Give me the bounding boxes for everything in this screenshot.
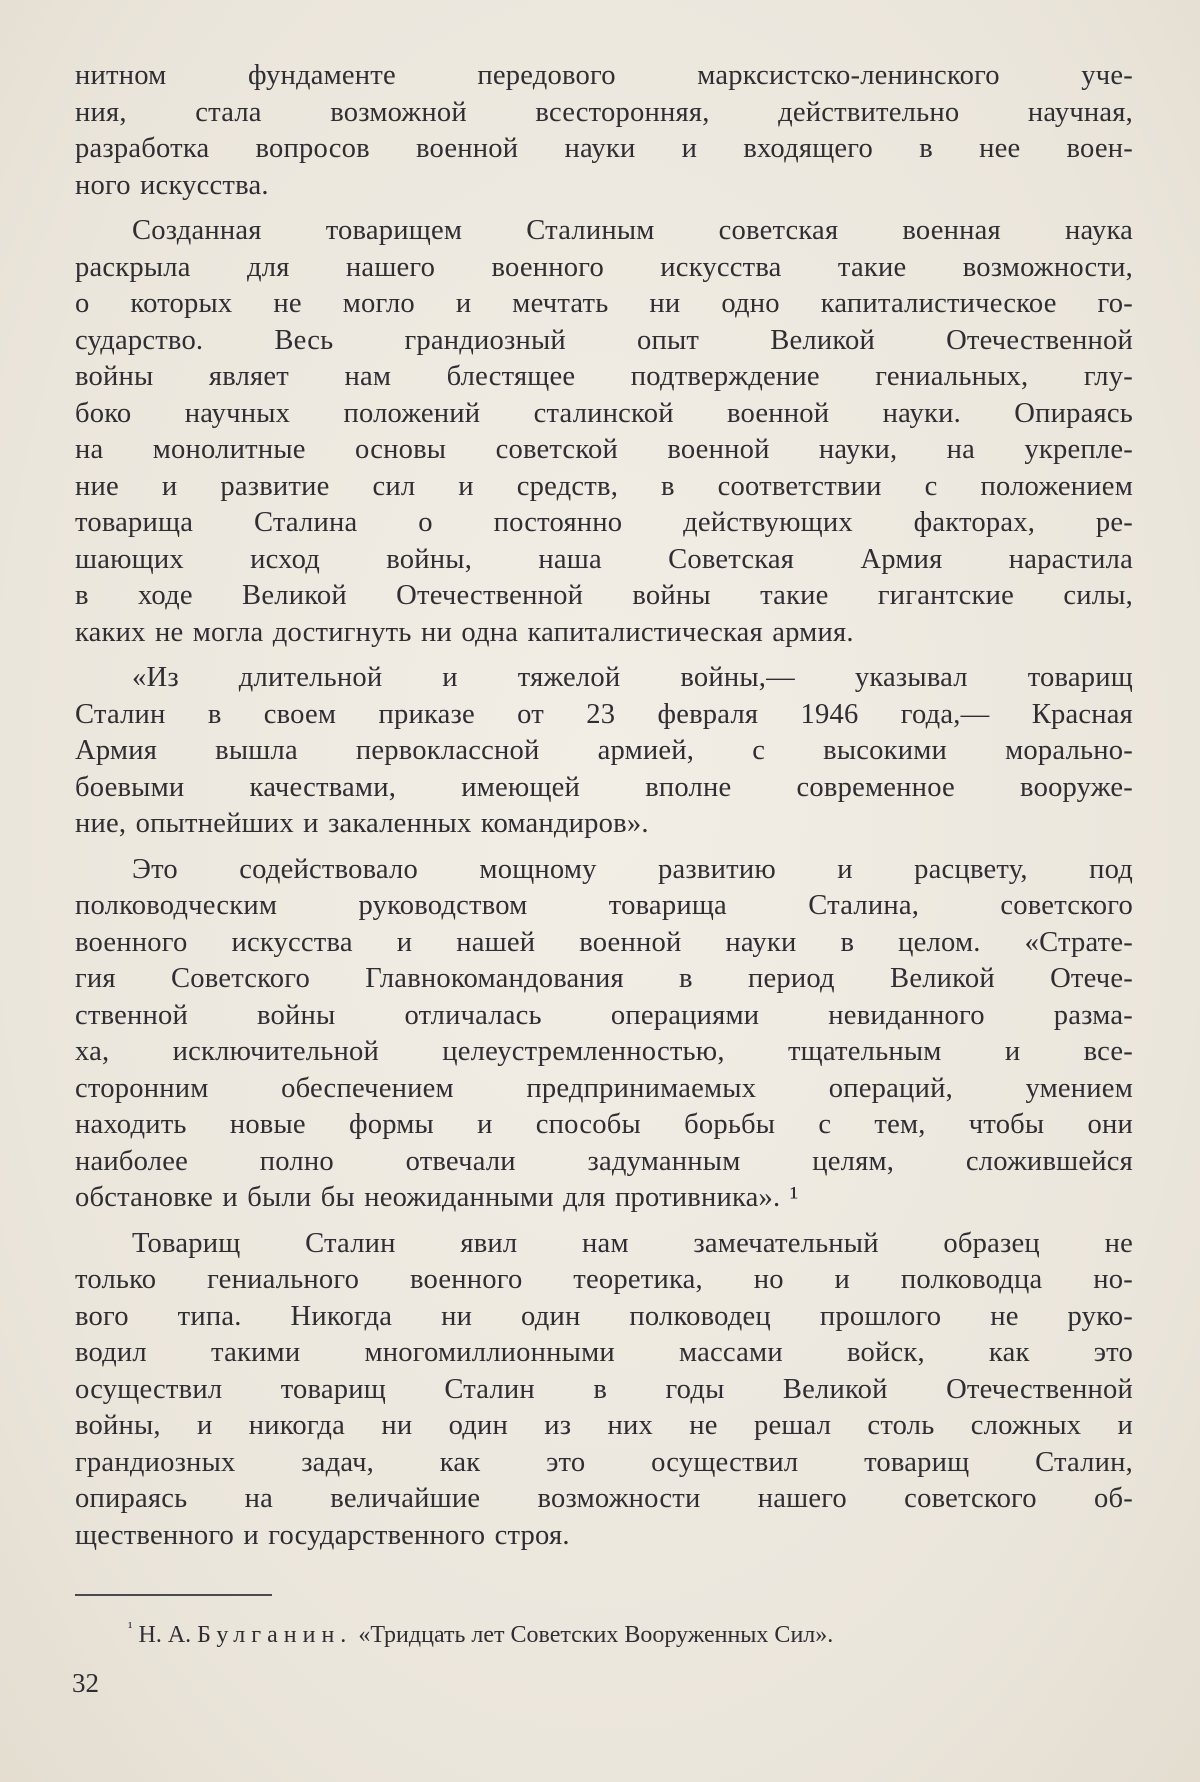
- text-line: наиболее полно отвечали задуманным целям, сложившейся: [75, 1145, 1133, 1177]
- text-line: боко научных положений сталинской военной науки. Опираясь: [75, 397, 1133, 429]
- paragraph: [75, 58, 1133, 204]
- footnote-initials: Н. А.: [138, 1622, 192, 1648]
- text-line: о которых не могло и мечтать ни одно капиталистическое го-: [75, 288, 1133, 319]
- text-line: в ходе Великой Отечественной войны такие гигантские силы,: [75, 580, 1133, 611]
- text-line: разработка вопросов военной науки и входящего в нее воен-: [75, 133, 1133, 164]
- paragraph: [75, 213, 1133, 651]
- body-text: [75, 58, 1133, 1563]
- footnote-title: «Тридцать лет Советских Вооруженных Сил».: [358, 1622, 834, 1648]
- text-line: щественного и государственного строя.: [75, 1519, 570, 1551]
- paragraph: [75, 1226, 1133, 1555]
- text-line: Армия вышла первоклассной армией, с высокими морально-: [75, 735, 1133, 766]
- text-line: гия Советского Главнокомандования в период Великой Отече-: [75, 963, 1133, 994]
- text-line: сударство. Весь грандиозный опыт Великой Отечественной: [75, 324, 1133, 356]
- text-line: шающих исход войны, наша Советская Армия нарастила: [75, 543, 1133, 575]
- footnote-divider: [75, 1594, 272, 1596]
- text-line: войны являет нам блестящее подтверждение гениальных, глу-: [75, 361, 1133, 392]
- text-line: ние и развитие сил и средств, в соответствии с положением: [75, 470, 1133, 502]
- text-line: «Из длительной и тяжелой войны,— указывал товарищ: [132, 662, 1133, 693]
- text-line: Созданная товарищем Сталиным советская военная наука: [132, 215, 1133, 246]
- text-line: ственной войны отличалась операциями невиданного разма-: [75, 999, 1133, 1031]
- text-line: на монолитные основы советской военной науки, на укрепле-: [75, 434, 1133, 465]
- text-line: ха, исключительной целеустремленностью, тщательным и все-: [75, 1036, 1133, 1067]
- text-line: каких не могла достигнуть ни одна капиталистическая армия.: [75, 616, 854, 648]
- text-line: ния, стала возможной всесторонняя, действительно научная,: [75, 96, 1133, 128]
- text-line: ние, опытнейших и закаленных командиров».: [75, 808, 649, 839]
- text-line: осуществил товарищ Сталин в годы Великой Отечественной: [75, 1373, 1133, 1405]
- text-line: боевыми качествами, имеющей вполне современное вооруже-: [75, 771, 1133, 803]
- text-line: войны, и никогда ни один из них не решал столь сложных и: [75, 1410, 1133, 1441]
- text-line: раскрыла для нашего военного искусства такие возможности,: [75, 251, 1133, 283]
- text-line: товарища Сталина о постоянно действующих факторах, ре-: [75, 507, 1133, 538]
- text-line: обстановке и были бы неожиданными для противника». ¹: [75, 1182, 799, 1213]
- text-line: Это содействовало мощному развитию и расцвету, под: [132, 853, 1133, 885]
- text-line: сторонним обеспечением предпринимаемых операций, умением: [75, 1072, 1133, 1104]
- footnote-marker: ¹: [128, 1620, 133, 1636]
- text-line: военного искусства и нашей военной науки в целом. «Страте-: [75, 926, 1133, 958]
- text-line: Сталин в своем приказе от 23 февраля 1946 года,— Красная: [75, 698, 1133, 730]
- text-line: нитном фундаменте передового марксистско-ленинского уче-: [75, 60, 1133, 91]
- text-line: Товарищ Сталин явил нам замечательный образец не: [132, 1227, 1133, 1259]
- text-line: полководческим руководством товарища Сталина, советского: [75, 890, 1133, 921]
- footnote: [128, 1613, 1138, 1650]
- text-line: ного искусства.: [75, 169, 269, 201]
- text-line: только гениального военного теоретика, но и полководца но-: [75, 1264, 1133, 1295]
- text-line: вого типа. Никогда ни один полководец прошлого не руко-: [75, 1300, 1133, 1332]
- text-line: опираясь на величайшие возможности нашего советского об-: [75, 1483, 1133, 1514]
- text-line: водил такими многомиллионными массами войск, как это: [75, 1337, 1133, 1368]
- text-line: грандиозных задач, как это осуществил товарищ Сталин,: [75, 1446, 1133, 1478]
- footnote-author: Булганин.: [197, 1622, 353, 1648]
- paragraph: [75, 660, 1133, 843]
- paragraph: [75, 852, 1133, 1217]
- text-line: находить новые формы и способы борьбы с тем, чтобы они: [75, 1109, 1133, 1140]
- page-number: 32: [72, 1668, 99, 1698]
